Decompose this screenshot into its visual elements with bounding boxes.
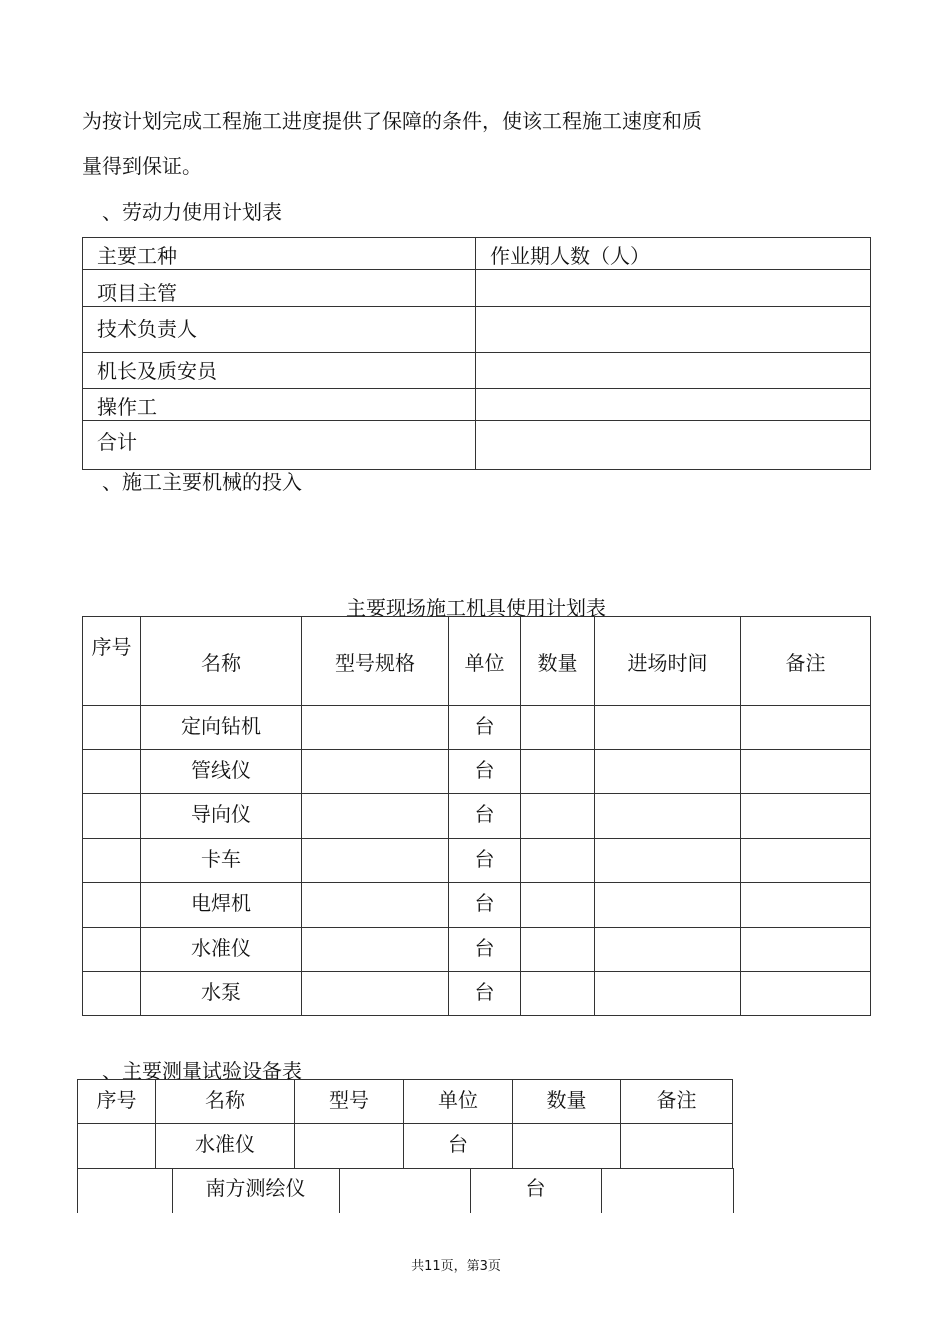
machinery-cell: 水准仪 <box>141 928 302 972</box>
table-row <box>83 270 871 307</box>
survey-cell: 南方测绘仪 <box>205 1176 306 1200</box>
machinery-cell <box>595 928 741 972</box>
survey-table <box>77 1079 733 1169</box>
survey-row-2 <box>77 1168 734 1213</box>
machinery-header-cell: 备注 <box>741 617 871 706</box>
machinery-cell <box>83 972 141 1016</box>
machinery-cell <box>741 750 871 794</box>
machinery-cell <box>595 972 741 1016</box>
survey-cell: 台 <box>404 1124 513 1169</box>
machinery-cell: 导向仪 <box>141 794 302 839</box>
machinery-cell: 台 <box>449 972 521 1016</box>
table-row <box>83 389 871 421</box>
labor-header-cell: 主要工种 <box>83 238 476 270</box>
machinery-cell <box>302 839 449 883</box>
machinery-cell <box>521 972 595 1016</box>
machinery-cell <box>302 706 449 750</box>
machinery-cell <box>741 839 871 883</box>
machinery-table <box>82 616 871 1016</box>
machinery-cell <box>302 750 449 794</box>
table-row <box>83 972 871 1016</box>
labor-header-cell: 作业期人数（人） <box>476 238 871 270</box>
machinery-header-cell: 型号规格 <box>302 617 449 706</box>
machinery-cell: 卡车 <box>141 839 302 883</box>
machinery-cell <box>302 794 449 839</box>
machinery-cell <box>83 794 141 839</box>
survey-heading: 、主要测量试验设备表 <box>102 1059 302 1083</box>
paragraph-line-1: 为按计划完成工程施工进度提供了保障的条件，使该工程施工速度和质 <box>82 109 702 133</box>
machinery-table-title: 主要现场施工机具使用计划表 <box>346 596 606 620</box>
machinery-cell <box>83 750 141 794</box>
labor-cell <box>476 270 871 307</box>
survey-cell <box>621 1124 733 1169</box>
machinery-header-cell: 单位 <box>449 617 521 706</box>
machinery-cell <box>741 928 871 972</box>
machinery-cell: 水泵 <box>141 972 302 1016</box>
survey-header-cell: 数量 <box>513 1080 621 1124</box>
machinery-cell <box>595 706 741 750</box>
machinery-cell <box>741 972 871 1016</box>
table-row <box>78 1124 733 1169</box>
table-row <box>83 706 871 750</box>
machinery-cell <box>521 750 595 794</box>
table-row <box>83 928 871 972</box>
labor-header-row <box>83 238 871 270</box>
survey-cell: 水准仪 <box>156 1124 295 1169</box>
survey-header-cell: 名称 <box>156 1080 295 1124</box>
machinery-cell: 台 <box>449 794 521 839</box>
machinery-cell <box>521 883 595 928</box>
machinery-cell <box>741 706 871 750</box>
machinery-heading: 、施工主要机械的投入 <box>102 470 302 494</box>
machinery-cell: 台 <box>449 750 521 794</box>
table-row <box>83 353 871 389</box>
survey-header-row <box>78 1080 733 1124</box>
machinery-cell <box>83 706 141 750</box>
machinery-cell: 台 <box>449 839 521 883</box>
machinery-cell <box>83 839 141 883</box>
machinery-cell <box>302 883 449 928</box>
paragraph-line-2: 量得到保证。 <box>82 154 202 178</box>
machinery-header-cell: 数量 <box>521 617 595 706</box>
survey-cell: 台 <box>525 1176 546 1200</box>
survey-header-cell: 序号 <box>78 1080 156 1124</box>
labor-cell: 合计 <box>83 421 476 470</box>
machinery-cell <box>302 928 449 972</box>
table-row <box>83 794 871 839</box>
machinery-cell <box>741 794 871 839</box>
labor-cell <box>476 421 871 470</box>
labor-cell <box>476 353 871 389</box>
survey-header-cell: 备注 <box>621 1080 733 1124</box>
survey-header-cell: 单位 <box>404 1080 513 1124</box>
machinery-cell <box>595 839 741 883</box>
machinery-cell <box>521 928 595 972</box>
machinery-header-cell: 序号 <box>83 617 141 706</box>
machinery-cell <box>595 750 741 794</box>
machinery-cell <box>521 839 595 883</box>
machinery-cell <box>521 794 595 839</box>
machinery-cell <box>521 706 595 750</box>
machinery-cell <box>83 883 141 928</box>
machinery-cell: 台 <box>449 883 521 928</box>
machinery-cell <box>83 928 141 972</box>
machinery-cell <box>595 794 741 839</box>
page-footer: 共11页，第3页 <box>411 1259 501 1274</box>
table-row <box>83 307 871 353</box>
machinery-cell: 管线仪 <box>141 750 302 794</box>
labor-cell: 操作工 <box>83 389 476 421</box>
machinery-cell <box>595 883 741 928</box>
survey-cell <box>78 1124 156 1169</box>
machinery-header-cell: 名称 <box>141 617 302 706</box>
survey-header-cell: 型号 <box>295 1080 404 1124</box>
machinery-header-cell: 进场时间 <box>595 617 741 706</box>
machinery-cell: 电焊机 <box>141 883 302 928</box>
survey-cell <box>295 1124 404 1169</box>
machinery-cell: 台 <box>449 706 521 750</box>
table-row <box>83 883 871 928</box>
labor-cell: 技术负责人 <box>83 307 476 353</box>
column-divider <box>339 1168 340 1213</box>
table-row <box>83 839 871 883</box>
machinery-cell: 台 <box>449 928 521 972</box>
table-row <box>83 421 871 470</box>
machinery-cell <box>302 972 449 1016</box>
labor-cell: 项目主管 <box>83 270 476 307</box>
labor-cell <box>476 389 871 421</box>
column-divider <box>601 1168 602 1213</box>
machinery-cell: 定向钻机 <box>141 706 302 750</box>
labor-heading: 、劳动力使用计划表 <box>102 200 282 224</box>
table-row <box>83 750 871 794</box>
labor-cell: 机长及质安员 <box>83 353 476 389</box>
survey-cell <box>513 1124 621 1169</box>
labor-table <box>82 237 871 470</box>
labor-cell <box>476 307 871 353</box>
machinery-header-row <box>83 617 871 706</box>
machinery-cell <box>741 883 871 928</box>
